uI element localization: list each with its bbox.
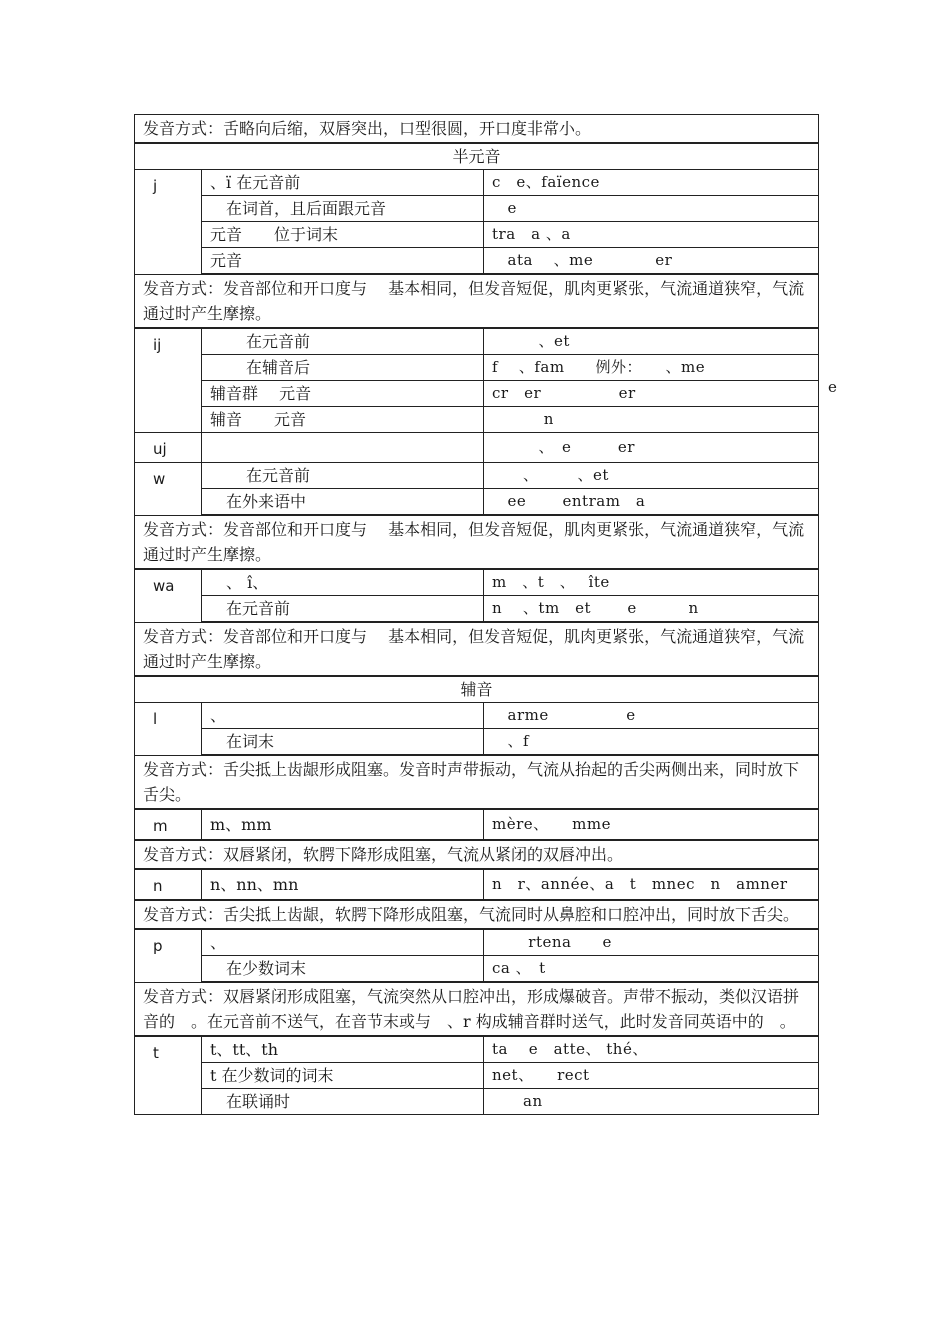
spelling-rule: 、: [202, 703, 484, 729]
example-words: rtena e: [484, 929, 819, 956]
spelling-rule: t、tt、th: [202, 1036, 484, 1063]
method-row: [135, 515, 819, 569]
example-words: tra a 、a: [484, 222, 819, 248]
method-row: [135, 115, 819, 144]
section-header-row: [135, 143, 819, 170]
method-row: [135, 900, 819, 929]
phonetic-symbol: uj: [135, 433, 202, 463]
table-row: [135, 1036, 819, 1063]
table-row: [135, 328, 819, 355]
example-words: 、f: [484, 729, 819, 756]
table-row: [135, 729, 819, 756]
method-row: [135, 622, 819, 676]
example-words: mère、 mme: [484, 809, 819, 840]
phonetic-symbol: wa: [135, 569, 202, 622]
spelling-rule: 辅音 元音: [202, 407, 484, 433]
table-row: [135, 222, 819, 248]
example-words: ca 、 t: [484, 956, 819, 983]
example-words: e: [484, 196, 819, 222]
method-row: [135, 274, 819, 328]
spelling-rule: m、mm: [202, 809, 484, 840]
example-words: ata 、me er: [484, 248, 819, 275]
phonetic-symbol: n: [135, 869, 202, 900]
phonetic-symbol: m: [135, 809, 202, 840]
spelling-rule: 在元音前: [202, 463, 484, 489]
pronunciation-method-text: 发音方式：发音部位和开口度与 基本相同，但发音短促，肌肉更紧张，气流通道狭窄，气流通过时产生摩擦。: [135, 274, 819, 328]
spelling-rule: 在元音前: [202, 596, 484, 623]
pronunciation-method-text: 发音方式：发音部位和开口度与 基本相同，但发音短促，肌肉更紧张，气流通道狭窄，气流通过时产生摩擦。: [135, 622, 819, 676]
example-words: ta e atte、 thé、: [484, 1036, 819, 1063]
table-row: [135, 703, 819, 729]
table-row: [135, 381, 819, 407]
example-words: ee entram a: [484, 489, 819, 516]
spelling-rule: 在联诵时: [202, 1089, 484, 1115]
spelling-rule: 在元音前: [202, 328, 484, 355]
pronunciation-method-text: 发音方式：舌尖抵上齿龈，软腭下降形成阻塞，气流同时从鼻腔和口腔冲出，同时放下舌尖。: [135, 900, 819, 929]
pronunciation-table-container: [134, 114, 818, 1115]
example-words: n: [484, 407, 819, 433]
table-row: [135, 248, 819, 275]
spelling-rule: 辅音群 元音: [202, 381, 484, 407]
phonetic-symbol: ij: [135, 328, 202, 433]
table-row: [135, 170, 819, 196]
section-header: 辅音: [135, 676, 819, 703]
spelling-rule: 元音 位于词末: [202, 222, 484, 248]
phonetic-symbol: j: [135, 170, 202, 275]
phonetic-symbol: p: [135, 929, 202, 982]
table-row: [135, 196, 819, 222]
table-row: [135, 869, 819, 900]
example-words: n 、tm et e n: [484, 596, 819, 623]
spelling-rule: 、ï 在元音前: [202, 170, 484, 196]
spelling-rule: 元音: [202, 248, 484, 275]
pronunciation-method-text: 发音方式：舌尖抵上齿龈形成阻塞。发音时声带振动，气流从抬起的舌尖两侧出来，同时放下舌尖。: [135, 755, 819, 809]
table-row: [135, 463, 819, 489]
spelling-rule: 在外来语中: [202, 489, 484, 516]
table-row: [135, 1089, 819, 1115]
spelling-rule: n、nn、mn: [202, 869, 484, 900]
pronunciation-method-text: 发音方式：双唇紧闭形成阻塞，气流突然从口腔冲出，形成爆破音。声带不振动，类似汉语拼音的 。在元音前不送气，在音节末或与 、r 构成辅音群时送气，此时发音同英语中的 。: [135, 982, 819, 1036]
table-row: [135, 929, 819, 956]
phonetic-symbol: l: [135, 703, 202, 756]
example-words: n r、année、a t mnec n amner: [484, 869, 819, 900]
example-words: 、 e er: [484, 433, 819, 463]
table-row: [135, 1063, 819, 1089]
spelling-rule: 、: [202, 929, 484, 956]
example-words: m 、t 、 îte: [484, 569, 819, 596]
phonetic-symbol: t: [135, 1036, 202, 1115]
spelling-rule: t 在少数词的词末: [202, 1063, 484, 1089]
table-row: [135, 569, 819, 596]
pronunciation-method-text: 发音方式：舌略向后缩，双唇突出，口型很圆，开口度非常小。: [135, 115, 819, 144]
pronunciation-table: [134, 114, 819, 1115]
phonetic-symbol: w: [135, 463, 202, 516]
method-row: [135, 755, 819, 809]
table-row: [135, 355, 819, 381]
table-row: [135, 433, 819, 463]
spelling-rule: 在词首，且后面跟元音: [202, 196, 484, 222]
example-words: an: [484, 1089, 819, 1115]
example-words: f 、fam 例外： 、me: [484, 355, 819, 381]
method-row: [135, 982, 819, 1036]
table-row: [135, 956, 819, 983]
spelling-rule: 在词末: [202, 729, 484, 756]
example-words: c e、faïence: [484, 170, 819, 196]
table-row: [135, 407, 819, 433]
table-row: [135, 809, 819, 840]
spelling-rule: 、 î、: [202, 569, 484, 596]
example-words: net、 rect: [484, 1063, 819, 1089]
pronunciation-method-text: 发音方式：发音部位和开口度与 基本相同，但发音短促，肌肉更紧张，气流通道狭窄，气流通过时产生摩擦。: [135, 515, 819, 569]
spelling-rule: 在辅音后: [202, 355, 484, 381]
table-row: [135, 596, 819, 623]
section-header: 半元音: [135, 143, 819, 170]
example-words: cr er er: [484, 381, 819, 407]
example-words: arme e: [484, 703, 819, 729]
table-row: [135, 489, 819, 516]
spelling-rule: 在少数词末: [202, 956, 484, 983]
method-row: [135, 840, 819, 869]
pronunciation-method-text: 发音方式：双唇紧闭，软腭下降形成阻塞，气流从紧闭的双唇冲出。: [135, 840, 819, 869]
example-words: 、 、et: [484, 463, 819, 489]
section-header-row: [135, 676, 819, 703]
example-words: 、et: [484, 328, 819, 355]
spelling-rule: [202, 433, 484, 463]
overflow-text: e: [828, 378, 837, 396]
